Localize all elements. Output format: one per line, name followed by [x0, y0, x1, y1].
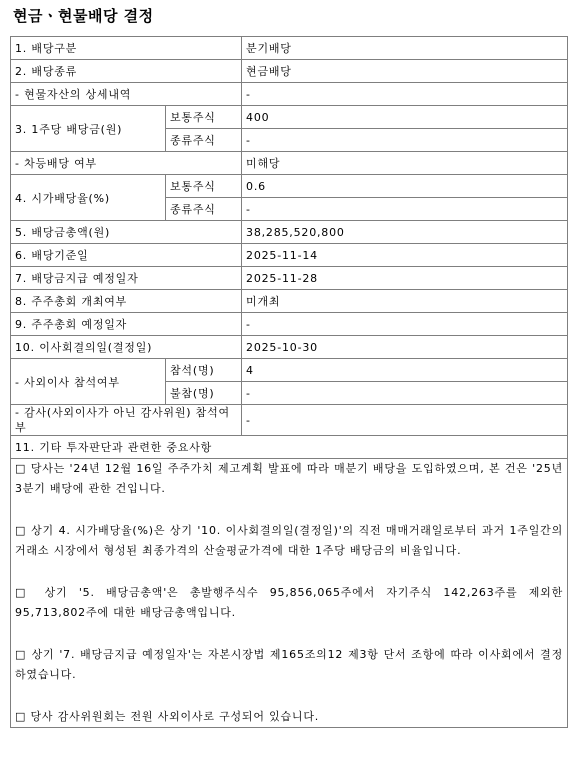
row-value: 38,285,520,800 — [242, 221, 568, 244]
row-value: - — [242, 405, 568, 436]
row-value: - — [242, 129, 568, 152]
row-value: 0.6 — [242, 175, 568, 198]
row-label: 2. 배당종류 — [11, 60, 242, 83]
row-sublabel: 불참(명) — [166, 382, 242, 405]
row-label: - 감사(사외이사가 아닌 감사위원) 참석여부 — [11, 405, 242, 436]
row-label: - 차등배당 여부 — [11, 152, 242, 175]
table-row — [11, 152, 568, 175]
table-row — [11, 313, 568, 336]
row-label: 11. 기타 투자판단과 관련한 중요사항 — [11, 436, 568, 459]
note-paragraph: □ 당사 감사위원회는 전원 사외이사로 구성되어 있습니다. — [15, 710, 320, 723]
row-sublabel: 종류주식 — [166, 198, 242, 221]
row-label: 4. 시가배당율(%) — [11, 175, 166, 221]
row-label: 3. 1주당 배당금(원) — [11, 106, 166, 152]
table-row — [11, 106, 568, 129]
note-paragraph: □ 상기 '5. 배당금총액'은 총발행주식수 95,856,065주에서 자기주식 142,263주를 제외한 95,713,802주에 대한 배당금총액입니다. — [15, 586, 564, 619]
row-label: - 현물자산의 상세내역 — [11, 83, 242, 106]
table-row — [11, 436, 568, 459]
table-row — [11, 405, 568, 436]
row-label: 9. 주주총회 예정일자 — [11, 313, 242, 336]
table-row — [11, 60, 568, 83]
row-sublabel: 보통주식 — [166, 106, 242, 129]
table-row — [11, 175, 568, 198]
row-value: - — [242, 83, 568, 106]
note-paragraph: □ 당사는 '24년 12월 16일 주주가치 제고계획 발표에 따라 매분기 배당을 도입하였으며, 본 건은 '25년 3분기 배당에 관한 건입니다. — [15, 462, 564, 495]
row-value: 2025-11-14 — [242, 244, 568, 267]
row-label: 6. 배당기준일 — [11, 244, 242, 267]
table-row — [11, 267, 568, 290]
row-value: - — [242, 198, 568, 221]
row-label: - 사외이사 참석여부 — [11, 359, 166, 405]
row-label: 5. 배당금총액(원) — [11, 221, 242, 244]
table-row — [11, 290, 568, 313]
row-value: 미개최 — [242, 290, 568, 313]
table-row — [11, 244, 568, 267]
row-value: 2025-11-28 — [242, 267, 568, 290]
row-sublabel: 보통주식 — [166, 175, 242, 198]
row-label: 8. 주주총회 개최여부 — [11, 290, 242, 313]
row-label: 1. 배당구분 — [11, 37, 242, 60]
row-value: 현금배당 — [242, 60, 568, 83]
notes-cell — [11, 459, 568, 728]
row-value: - — [242, 382, 568, 405]
row-value: 분기배당 — [242, 37, 568, 60]
table-row — [11, 359, 568, 382]
table-row — [11, 83, 568, 106]
row-sublabel: 종류주식 — [166, 129, 242, 152]
page-title: 현금ㆍ현물배당 결정 — [13, 7, 154, 25]
row-value: 미해당 — [242, 152, 568, 175]
row-label: 10. 이사회결의일(결정일) — [11, 336, 242, 359]
table-row — [11, 459, 568, 728]
row-value: 2025-10-30 — [242, 336, 568, 359]
dividend-table — [10, 36, 568, 728]
table-row — [11, 37, 568, 60]
table-row — [11, 336, 568, 359]
row-value: 4 — [242, 359, 568, 382]
row-value: - — [242, 313, 568, 336]
table-row — [11, 221, 568, 244]
row-value: 400 — [242, 106, 568, 129]
row-label: 7. 배당금지급 예정일자 — [11, 267, 242, 290]
note-paragraph: □ 상기 4. 시가배당율(%)은 상기 '10. 이사회결의일(결정일)'의 직전 매매거래일로부터 과거 1주일간의 거래소 시장에서 형성된 최종가격의 산술평균가격에 대한 1주당 배당금의 비율입니다. — [15, 524, 564, 557]
row-sublabel: 참석(명) — [166, 359, 242, 382]
note-paragraph: □ 상기 '7. 배당금지급 예정일자'는 자본시장법 제165조의12 제3항 단서 조항에 따라 이사회에서 결정하였습니다. — [15, 648, 564, 681]
